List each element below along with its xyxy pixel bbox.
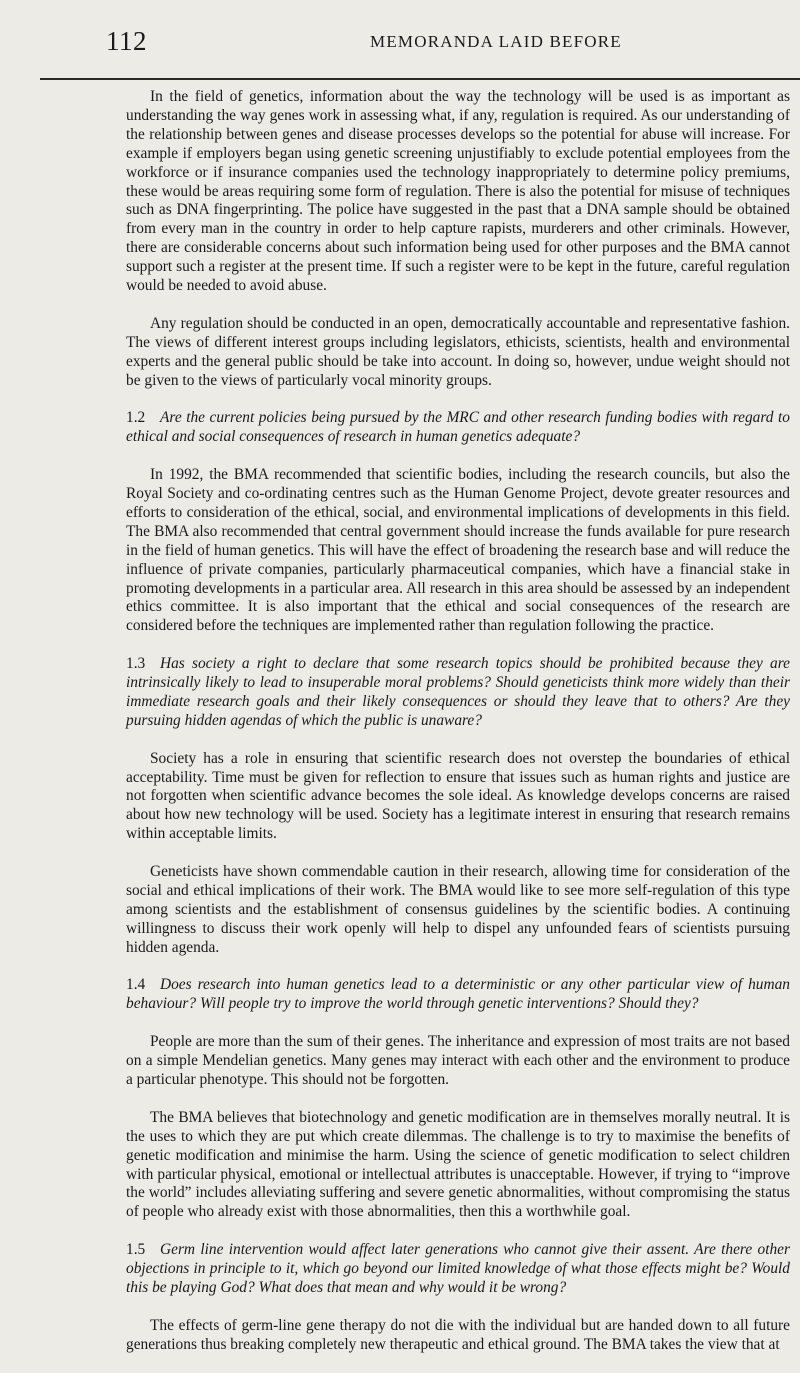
page-header bbox=[0, 22, 800, 62]
answer-1-3-paragraph: Geneticists have shown commendable caution in their research, allowing time for consideration of the social and ethical implications of their work. The BMA would like to see more self-regulation of this type among scientists and the establishment of consensus guidelines by the scientific bodies. A continuing willingness to discuss their work openly will help to dispel any unfounded fears of scientists pursuing hidden agenda. bbox=[126, 863, 790, 956]
question-text: Germ line intervention would affect later generations who cannot give their assent. Are there other objections in principle to it, which go beyond our limited knowledge of what those effects might be? Would this be playing God? What does that mean and why would it be wrong? bbox=[126, 1241, 790, 1296]
paragraph-regulation-conduct: Any regulation should be conducted in an open, democratically accountable and representative fashion. The views of different interest groups including legislators, ethicists, scientists, health and environmental experts and the general public should be take into account. In doing so, however, undue weight should not be given to the views of particularly vocal minority groups. bbox=[126, 314, 790, 389]
question-text: Has society a right to declare that some research topics should be prohibited because they are intrinsically likely to lead to insuperable moral problems? Should geneticists think more widely than their immediate research goals and their likely consequences or should they leave that to others? Are they pursuing hidden agendas of which the public is unaware? bbox=[126, 655, 790, 729]
running-head: MEMORANDA LAID BEFORE bbox=[370, 32, 622, 51]
answer-1-4-paragraph: The BMA believes that biotechnology and genetic modification are in themselves morally neutral. It is the uses to which they are put which create dilemmas. The challenge is to try to maximise the benefits of genetic modification and minimise the harm. Using the science of genetic modification to select children with particular physical, emotional or intellectual attributes is unacceptable. However, if trying to “improve the world” includes alleviating suffering and severe genetic abnormalities, without compromising the status of people who already exist with those abnormalities, then this a worthwhile goal. bbox=[126, 1108, 790, 1221]
question-number: 1.5 bbox=[126, 1241, 146, 1259]
page-number: 112 bbox=[106, 26, 147, 56]
question-number: 1.2 bbox=[126, 409, 146, 427]
question-1-4 bbox=[126, 976, 790, 1014]
answer-1-5-paragraph: The effects of germ-line gene therapy do not die with the individual but are handed down to all future generations thus breaking completely new therapeutic and ethical ground. The BMA takes the view that at bbox=[126, 1316, 790, 1353]
question-number: 1.3 bbox=[126, 655, 146, 673]
paragraph-genetics-regulation: In the field of genetics, information about the way the technology will be used is as important as understanding the way genes work in assessing what, if any, regulation is required. As our understanding of the relationship between genes and disease processes develops so the potential for abuse will increase. For example if employers began using genetic screening unjustifiably to exclude potential employees from the workforce or if insurance companies used the technology inappropriately to determine policy premiums, these would be areas requiring some form of regulation. There is also the potential for misuse of techniques such as DNA fingerprinting. The police have suggested in the past that a DNA sample should be obtained from every man in the country in order to help capture rapists, murderers and other criminals. However, there are considerable concerns about such information being used for other purposes and the BMA cannot support such a register at the present time. If such a register were to be kept in the future, careful regulation would be needed to avoid abuse. bbox=[126, 88, 790, 295]
question-text: Does research into human genetics lead to a deterministic or any other particular view of human behaviour? Will people try to improve the world through genetic interventions? Should they? bbox=[126, 976, 790, 1013]
answer-1-4-paragraph: People are more than the sum of their genes. The inheritance and expression of most traits are not based on a simple Mendelian genetics. Many genes may interact with each other and the environment to produce a particular phenotype. This should not be forgotten. bbox=[126, 1033, 790, 1088]
header-rule bbox=[40, 78, 800, 80]
question-text: Are the current policies being pursued by the MRC and other research funding bodies with regard to ethical and social consequences of research in human genetics adequate? bbox=[126, 409, 790, 446]
answer-1-2-paragraph: In 1992, the BMA recommended that scientific bodies, including the research councils, but also the Royal Society and co-ordinating centres such as the Human Genome Project, devote greater resources and efforts to consideration of the ethical, social, and environmental implications of developments in this field. The BMA also recommended that central government should increase the funds available for pure research in the field of human genetics. This will have the effect of broadening the research base and will reduce the influence of private companies, particularly pharmaceutical companies, which have a financial stake in promoting developments in a particular area. All research in this area should be assessed by an independent ethics committee. It is also important that the ethical and social consequences of the research are considered before the techniques are implemented rather than regulation following the practice. bbox=[126, 466, 790, 635]
question-1-2 bbox=[126, 409, 790, 447]
answer-1-3-paragraph: Society has a role in ensuring that scientific research does not overstep the boundaries of ethical acceptability. Time must be given for reflection to ensure that issues such as human rights and justice are not forgotten when scientific advance becomes the sole ideal. As knowledge develops concerns are raised about how new technology will be used. Society has a legitimate interest in ensuring that research remains within acceptable limits. bbox=[126, 749, 790, 843]
question-1-3 bbox=[126, 655, 790, 731]
question-1-5 bbox=[126, 1241, 790, 1298]
body-text bbox=[126, 88, 790, 1373]
question-number: 1.4 bbox=[126, 976, 146, 994]
